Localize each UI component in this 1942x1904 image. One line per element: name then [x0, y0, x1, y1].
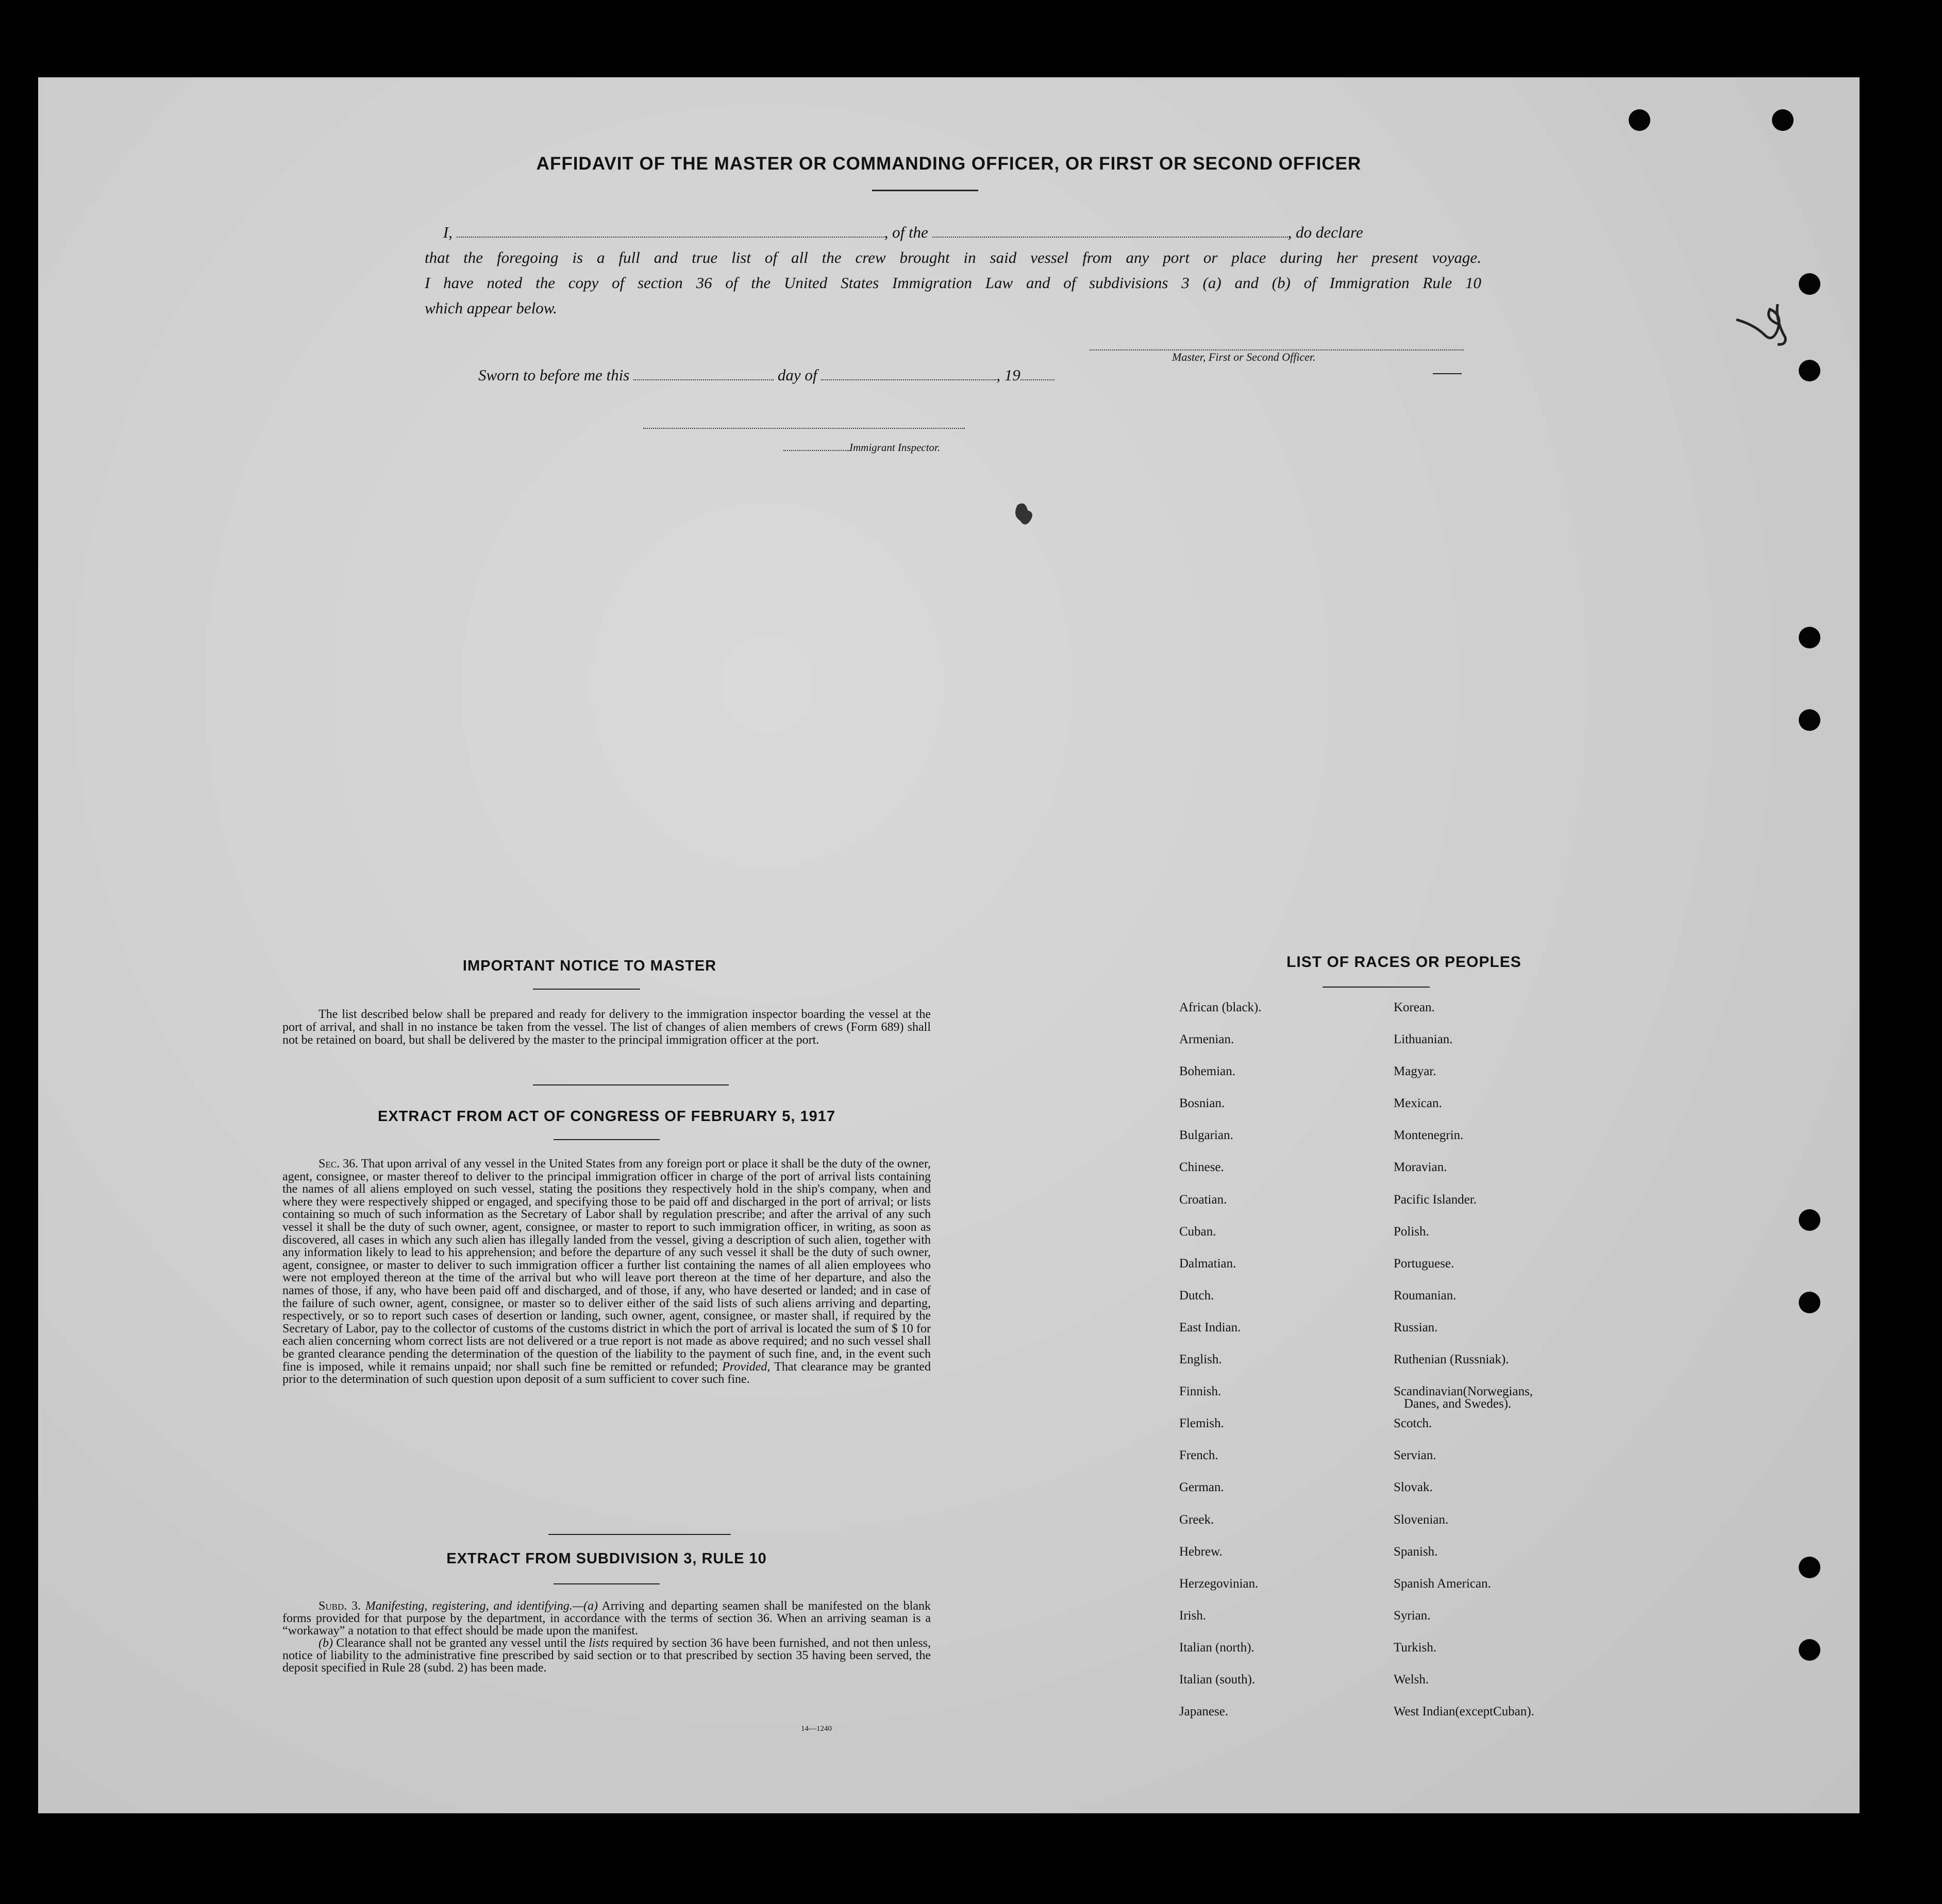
race-item: Hebrew. — [1179, 1544, 1223, 1559]
race-item: Slovak. — [1394, 1480, 1433, 1495]
race-item: Spanish American. — [1394, 1576, 1491, 1591]
race-item: Bohemian. — [1179, 1064, 1236, 1079]
race-item: West Indian(exceptCuban). — [1394, 1705, 1534, 1719]
race-item: Italian (north). — [1179, 1640, 1254, 1655]
signature-label: Master, First or Second Officer. — [1172, 350, 1316, 363]
inspector-line — [783, 441, 940, 454]
punch-hole — [1799, 627, 1820, 648]
act-text — [282, 1158, 931, 1386]
race-item: Lithuanian. — [1394, 1032, 1453, 1047]
race-item: Korean. — [1394, 1000, 1435, 1014]
punch-hole — [1799, 1292, 1820, 1313]
race-item: Welsh. — [1394, 1672, 1429, 1686]
rule-paragraph-a — [282, 1600, 931, 1637]
race-item: English. — [1179, 1352, 1222, 1367]
race-item-continuation: Danes, and Swedes). — [1404, 1397, 1512, 1411]
inspector-label: Immigrant Inspector. — [849, 441, 941, 454]
affidavit-line-1 — [425, 220, 1481, 245]
race-item: Japanese. — [1179, 1705, 1229, 1719]
race-item: Armenian. — [1179, 1032, 1234, 1047]
sworn-year-label: , 19 — [996, 366, 1020, 384]
sworn-line — [478, 366, 1054, 385]
races-divider — [1322, 987, 1430, 988]
race-item: Syrian. — [1394, 1608, 1431, 1623]
act-paragraph — [282, 1158, 931, 1386]
name-field[interactable] — [457, 237, 884, 238]
race-item: Greek. — [1179, 1512, 1214, 1527]
rule-lists-word: lists — [589, 1636, 609, 1650]
notice-text — [282, 1008, 931, 1047]
rule-text-b1: Clearance shall not be granted any vessel until the — [336, 1636, 585, 1650]
act-section-text-end: That clearance may be granted prior to the determination of such question upon deposit of a sum sufficient to cover such fine. — [282, 1360, 931, 1387]
act-divider — [554, 1139, 660, 1140]
vessel-field[interactable] — [932, 237, 1288, 238]
race-item: Dutch. — [1179, 1288, 1214, 1302]
race-item: Scotch. — [1394, 1416, 1432, 1431]
act-section-label: Sec. 36. — [319, 1157, 359, 1171]
rule-text — [282, 1600, 931, 1674]
rule-paragraph-b — [282, 1637, 931, 1674]
rule-text-b2: required by section 36 have been furnished, and not then unless, notice of liability to the administrative fine prescribed by said section or to that prescribed by section 35 having been served, the deposit specified in Rule 28 (subd. 2) has been made. — [282, 1636, 931, 1675]
race-item: African (black). — [1179, 1000, 1262, 1014]
sworn-day-field[interactable] — [633, 379, 774, 380]
punch-hole — [1799, 360, 1820, 381]
title-divider — [872, 190, 978, 191]
handwritten-mark — [1729, 289, 1796, 356]
rule-subd-heading: Manifesting, registering, and identifying.—(a) — [365, 1599, 598, 1613]
race-item: Bosnian. — [1179, 1096, 1225, 1111]
races-right-column — [1394, 1000, 1610, 1736]
affidavit-line-2: that the foregoing is a full and true list of all the crew brought in said vessel from any port or place during her present voyage. — [425, 248, 1481, 266]
section-divider — [548, 1534, 731, 1535]
races-left-column — [1179, 1000, 1375, 1736]
rule-divider — [554, 1583, 660, 1584]
race-item: Bulgarian. — [1179, 1128, 1233, 1143]
rule-title: EXTRACT FROM SUBDIVISION 3, RULE 10 — [446, 1550, 767, 1567]
race-item: Scandinavian(Norwegians, — [1394, 1384, 1533, 1399]
punch-hole — [1799, 273, 1820, 295]
race-item: Ruthenian (Russniak). — [1394, 1352, 1509, 1367]
race-item: Herzegovinian. — [1179, 1576, 1259, 1591]
signature-tick — [1433, 373, 1462, 374]
race-item: Roumanian. — [1394, 1288, 1457, 1302]
race-item: Irish. — [1179, 1608, 1207, 1623]
act-title: EXTRACT FROM ACT OF CONGRESS OF FEBRUARY 5, 1917 — [377, 1108, 836, 1125]
affidavit-of-the-label: , of the — [884, 223, 928, 241]
ink-blot — [1012, 500, 1038, 531]
race-item: Mexican. — [1394, 1096, 1442, 1111]
punch-hole — [1772, 109, 1794, 131]
race-item: Turkish. — [1394, 1640, 1437, 1655]
notice-title: IMPORTANT NOTICE TO MASTER — [462, 958, 717, 974]
act-provided-label: Provided, — [722, 1360, 771, 1374]
rule-subd-label: Subd. 3. — [319, 1599, 361, 1613]
race-item: East Indian. — [1179, 1320, 1241, 1334]
race-item: Polish. — [1394, 1224, 1429, 1239]
sworn-label: Sworn to before me this — [478, 366, 630, 384]
race-item: Dalmatian. — [1179, 1256, 1236, 1271]
punch-hole — [1799, 1557, 1820, 1578]
affidavit-declare-label: , do declare — [1287, 223, 1363, 241]
notice-paragraph: The list described below shall be prepared and ready for delivery to the immigration inspector boarding the vessel at the port of arrival, and shall in no instance be taken from the vessel. The list of changes of alien members of crews (Form 689) shall not be retained on board, but shall be delivered by the master to the principal immigration officer at the port. — [282, 1008, 931, 1047]
section-divider — [533, 1084, 729, 1085]
punch-hole — [1629, 109, 1650, 131]
race-item: Magyar. — [1394, 1064, 1436, 1079]
inspector-signature-line[interactable] — [643, 428, 965, 429]
race-item: German. — [1179, 1480, 1224, 1495]
punch-hole — [1799, 709, 1820, 731]
race-item: Montenegrin. — [1394, 1128, 1464, 1143]
punch-hole — [1799, 1209, 1820, 1231]
affidavit-title: AFFIDAVIT OF THE MASTER OR COMMANDING OFFICER, OR FIRST OR SECOND OFFICER — [536, 154, 1362, 174]
form-number: 14—1240 — [801, 1725, 832, 1733]
race-item: Flemish. — [1179, 1416, 1224, 1431]
race-item: Servian. — [1394, 1448, 1436, 1463]
rule-b-label: (b) — [319, 1636, 333, 1650]
race-item: Pacific Islander. — [1394, 1192, 1477, 1207]
affidavit-line-4: which appear below. — [425, 299, 557, 317]
race-item: Spanish. — [1394, 1544, 1438, 1559]
sworn-month-field[interactable] — [821, 379, 996, 380]
race-item: Portuguese. — [1394, 1256, 1454, 1271]
race-item: Finnish. — [1179, 1384, 1221, 1399]
rule-text-a: Arriving and departing seamen shall be manifested on the blank forms provided for that purpose by the department, in accordance with the terms of section 36. When an arriving seaman is a “workaway” a notation to that effect should be made upon the manifest. — [282, 1599, 931, 1638]
race-item: Slovenian. — [1394, 1512, 1449, 1527]
affidavit-i-label: I, — [443, 223, 453, 241]
race-item: Cuban. — [1179, 1224, 1216, 1239]
act-section-text: That upon arrival of any vessel in the United States from any foreign port or place it shall be the duty of the owner, agent, consignee, or master thereof to deliver to the principal immigration officer in charge of the port of arrival lists containing the names of all aliens employed on such vessel, stating the positions they respectively hold in the ship's company, when and where they were respectively shipped or engaged, and specifying those to be paid off and discharged in the port of arrival; or lists containing so much of such information as the Secretary of Labor shall by regulation prescribe; and after the arrival of any such vessel it shall be the duty of such owner, agent, consignee, or master to report to such immigration officer, in writing, as soon as discovered, all cases in which any such alien has illegally landed from the vessel, giving a description of such alien, together with any information likely to lead to his apprehension; and before the departure of any such vessel it shall be the duty of such owner, agent, consignee, or master to deliver to such immigration officer a further list containing the names of all alien employees who were not employed thereon at the time of the arrival but who will leave port thereon at the time of her departure, and also the names of those, if any, who have been paid off and discharged, and of those, if any, who have deserted or landed; and in case of the failure of such owner, agent, consignee, or master so to deliver either of the said lists of such aliens arriving and departing, respectively, or so to report such cases of desertion or landing, such owner, agent, consignee, or master shall, if required by the Secretary of Labor, pay to the collector of customs of the customs district in which the port of arrival is located the sum of $ 10 for each alien concerning whom correct lists are not delivered or a true report is not made as above required; and no such vessel shall be granted clearance pending the determination of the question of the liability to the payment of such fine, and, in the event such fine is imposed, while it remains unpaid; nor shall such fine be remitted or refunded; — [282, 1157, 931, 1374]
race-item: Chinese. — [1179, 1160, 1224, 1175]
document-page — [38, 77, 1860, 1813]
notice-divider — [533, 989, 640, 990]
race-item: French. — [1179, 1448, 1218, 1463]
races-title: LIST OF RACES OR PEOPLES — [1286, 954, 1521, 971]
sworn-day-label: day of — [777, 366, 817, 384]
affidavit-body — [425, 220, 1481, 321]
race-item: Croatian. — [1179, 1192, 1227, 1207]
race-item: Italian (south). — [1179, 1672, 1255, 1686]
race-item: Russian. — [1394, 1320, 1438, 1334]
race-item: Moravian. — [1394, 1160, 1447, 1175]
affidavit-line-3: I have noted the copy of section 36 of the United States Immigration Law and of subdivisions 3 (a) and (b) of Immigration Rule 10 — [425, 274, 1481, 292]
sworn-year-field[interactable] — [1020, 379, 1054, 380]
punch-hole — [1799, 1639, 1820, 1661]
